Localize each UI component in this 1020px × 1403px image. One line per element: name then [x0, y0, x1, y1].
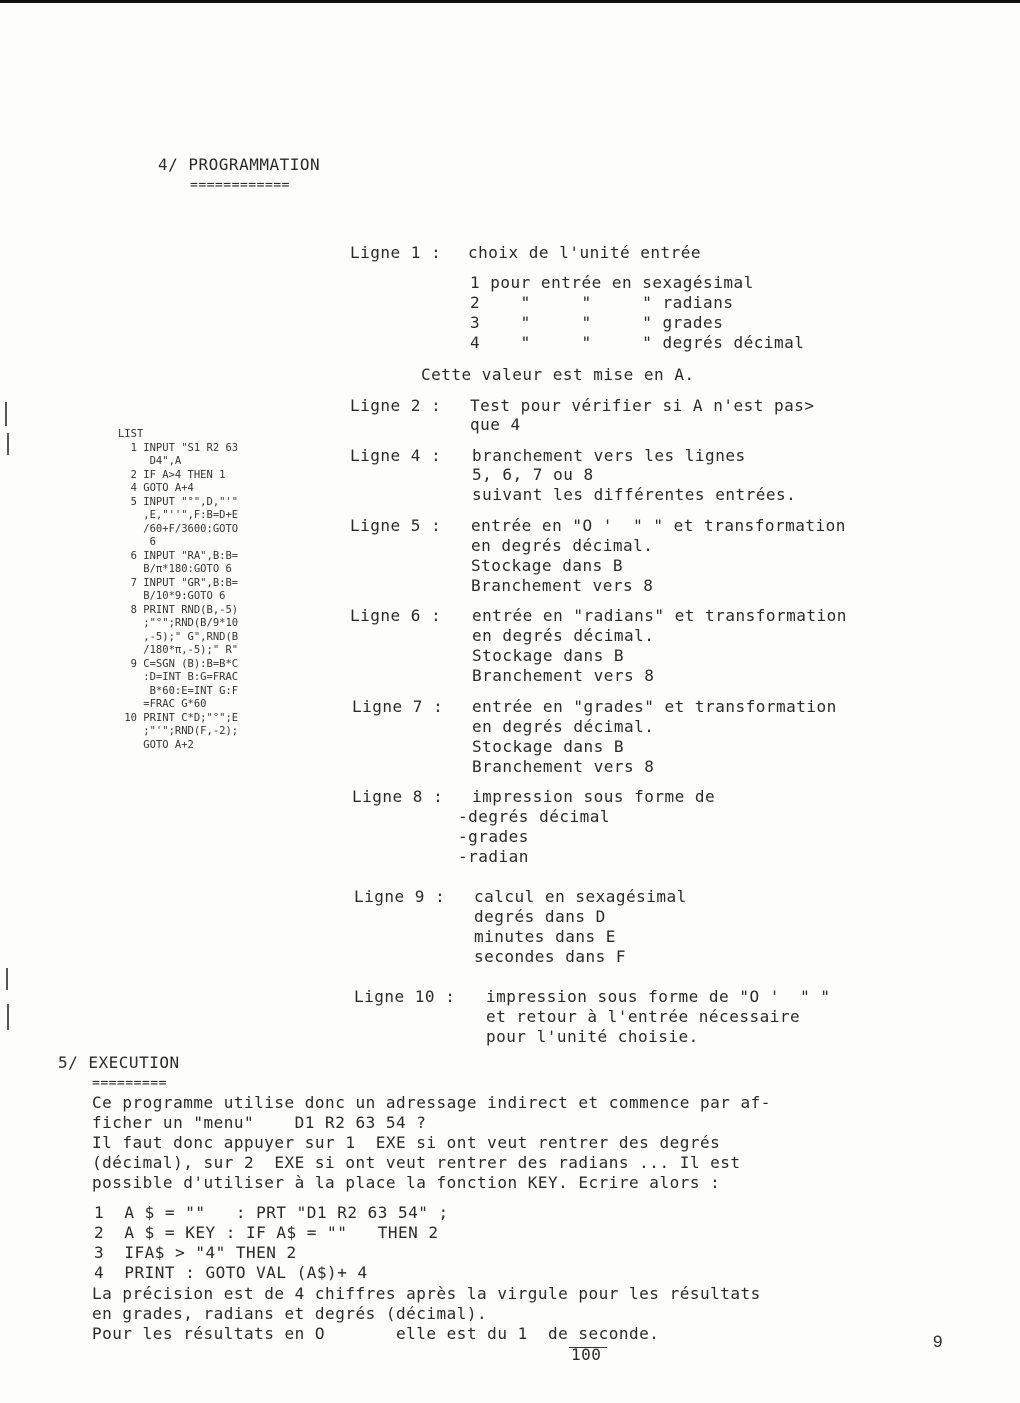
ligne-text: Stockage dans B — [471, 556, 623, 575]
ligne-text: Branchement vers 8 — [471, 576, 654, 595]
basic-listing — [118, 428, 268, 752]
ligne-label: Ligne 8 : — [352, 787, 444, 806]
listing-line: B*60:E=INT G:F — [118, 684, 239, 697]
paragraph-line: Pour les résultats en O elle est du 1 de seconde. — [92, 1324, 660, 1343]
paragraph-line: La précision est de 4 chiffres après la virgule pour les résultats — [92, 1284, 761, 1303]
ligne-text: -radian — [458, 847, 529, 866]
code-line: 3 IFA$ > "4" THEN 2 — [94, 1243, 297, 1262]
ligne-label: Ligne 5 : — [350, 516, 442, 535]
listing-line: =FRAC G*60 — [118, 698, 207, 710]
listing-line: LIST — [118, 428, 144, 440]
ligne-text: minutes dans E — [474, 927, 616, 946]
ligne-text: calcul en sexagésimal — [474, 887, 687, 906]
listing-line: 10 PRINT C*D;"°";E — [118, 711, 239, 724]
listing-line: 2 IF A>4 THEN 1 — [118, 468, 226, 481]
ligne-text: impression sous forme de — [472, 787, 716, 806]
listing-line: /60+F/3600:GOTO — [118, 522, 239, 535]
scan-mark — [7, 1004, 9, 1030]
section5-underline: ========= — [92, 1076, 167, 1091]
ligne-label: Ligne 1 : — [350, 243, 442, 262]
paragraph-line: (décimal), sur 2 EXE si ont veut rentrer des radians ... Il est — [92, 1153, 741, 1172]
listing-line: /180*π,-5);" R" — [118, 644, 239, 656]
listing-line: B/10*9:GOTO 6 — [118, 590, 226, 602]
code-line: 4 PRINT : GOTO VAL (A$)+ 4 — [94, 1263, 368, 1282]
ligne-text: Branchement vers 8 — [472, 666, 655, 685]
scan-mark — [5, 402, 7, 426]
ligne-text: -degrés décimal — [458, 807, 610, 826]
ligne-text: degrés dans D — [474, 907, 606, 926]
paragraph-line: ficher un "menu" D1 R2 63 54 ? — [92, 1113, 427, 1132]
ligne-label: Ligne 6 : — [350, 606, 442, 625]
listing-line: ;"°";RND(B/9*10 — [118, 617, 239, 629]
paragraph-line: possible d'utiliser à la place la fonction KEY. Ecrire alors : — [92, 1173, 721, 1192]
ligne-text: que 4 — [470, 415, 521, 434]
scan-mark — [6, 968, 8, 990]
listing-line: B/π*180:GOTO 6 — [118, 563, 232, 575]
ligne-text: entrée en "grades" et transformation — [472, 697, 837, 716]
listing-line: ,E,"''",F:B=D+E — [118, 509, 239, 521]
paragraph-line: Ce programme utilise donc un adressage indirect et commence par af- — [92, 1093, 771, 1112]
listing-line: 5 INPUT "°",D,"'" — [118, 495, 239, 508]
ligne-text: et retour à l'entrée nécessaire — [486, 1007, 801, 1026]
ligne-text: entrée en "radians" et transformation — [472, 606, 847, 625]
listing-line: D4",A — [118, 455, 182, 467]
ligne-text: Stockage dans B — [472, 737, 624, 756]
ligne-label: Ligne 4 : — [350, 446, 442, 465]
listing-line: GOTO A+2 — [118, 738, 194, 751]
ligne-text: choix de l'unité entrée — [468, 243, 702, 262]
ligne-text: Test pour vérifier si A n'est pas> — [470, 396, 815, 415]
ligne-text: secondes dans F — [474, 947, 626, 966]
paragraph-line: Il faut donc appuyer sur 1 EXE si ont veut rentrer des degrés — [92, 1133, 721, 1152]
code-line: 1 A $ = "" : PRT "D1 R2 63 54" ; — [94, 1203, 449, 1222]
section4-underline: ============ — [190, 178, 290, 193]
note: Cette valeur est mise en A. — [421, 365, 695, 384]
option-item: 3 " " " grades — [470, 313, 724, 332]
option-item: 2 " " " radians — [470, 293, 734, 312]
ligne-text: suivant les différentes entrées. — [472, 485, 797, 504]
code-line: 2 A $ = KEY : IF A$ = "" THEN 2 — [94, 1223, 439, 1242]
listing-line: 1 INPUT "S1 R2 63 — [118, 441, 239, 454]
fraction-denominator: 100 — [571, 1345, 602, 1364]
ligne-text: en degrés décimal. — [471, 536, 654, 555]
ligne-text: en degrés décimal. — [472, 626, 655, 645]
listing-line: 8 PRINT RND(B,-5) — [118, 603, 239, 616]
page-number: 9 — [933, 1332, 943, 1351]
listing-line: ;"'";RND(F,-2); — [118, 725, 239, 737]
paragraph-line: en grades, radians et degrés (décimal). — [92, 1304, 488, 1323]
ligne-text: entrée en "O ' " " et transformation — [471, 516, 846, 535]
ligne-label: Ligne 7 : — [352, 697, 444, 716]
listing-line: 4 GOTO A+4 — [118, 482, 194, 494]
ligne-text: Branchement vers 8 — [472, 757, 655, 776]
top-border — [0, 0, 1020, 3]
ligne-text: branchement vers les lignes — [472, 446, 746, 465]
ligne-text: -grades — [458, 827, 529, 846]
listing-line: 7 INPUT "GR",B:B= — [118, 576, 239, 589]
ligne-text: Stockage dans B — [472, 646, 624, 665]
listing-line: 6 INPUT "RA",B:B= — [118, 549, 239, 562]
listing-line: 6 — [118, 536, 156, 548]
listing-line: 9 C=SGN (B):B=B*C — [118, 657, 239, 670]
ligne-text: impression sous forme de "O ' " " — [486, 987, 831, 1006]
option-item: 1 pour entrée en sexagésimal — [470, 273, 754, 292]
listing-line: :D=INT B:G=FRAC — [118, 671, 239, 683]
ligne-label: Ligne 2 : — [350, 396, 442, 415]
ligne-text: pour l'unité choisie. — [486, 1027, 699, 1046]
section4-heading: 4/ PROGRAMMATION — [158, 155, 321, 174]
ligne-text: en degrés décimal. — [472, 717, 655, 736]
section5-heading: 5/ EXECUTION — [58, 1053, 180, 1072]
listing-line: ,-5);" G",RND(B — [118, 630, 239, 643]
ligne-text: 5, 6, 7 ou 8 — [472, 465, 594, 484]
scan-mark — [7, 433, 9, 455]
option-item: 4 " " " degrés décimal — [470, 333, 805, 352]
ligne-label: Ligne 9 : — [354, 887, 446, 906]
ligne-label: Ligne 10 : — [354, 987, 456, 1006]
